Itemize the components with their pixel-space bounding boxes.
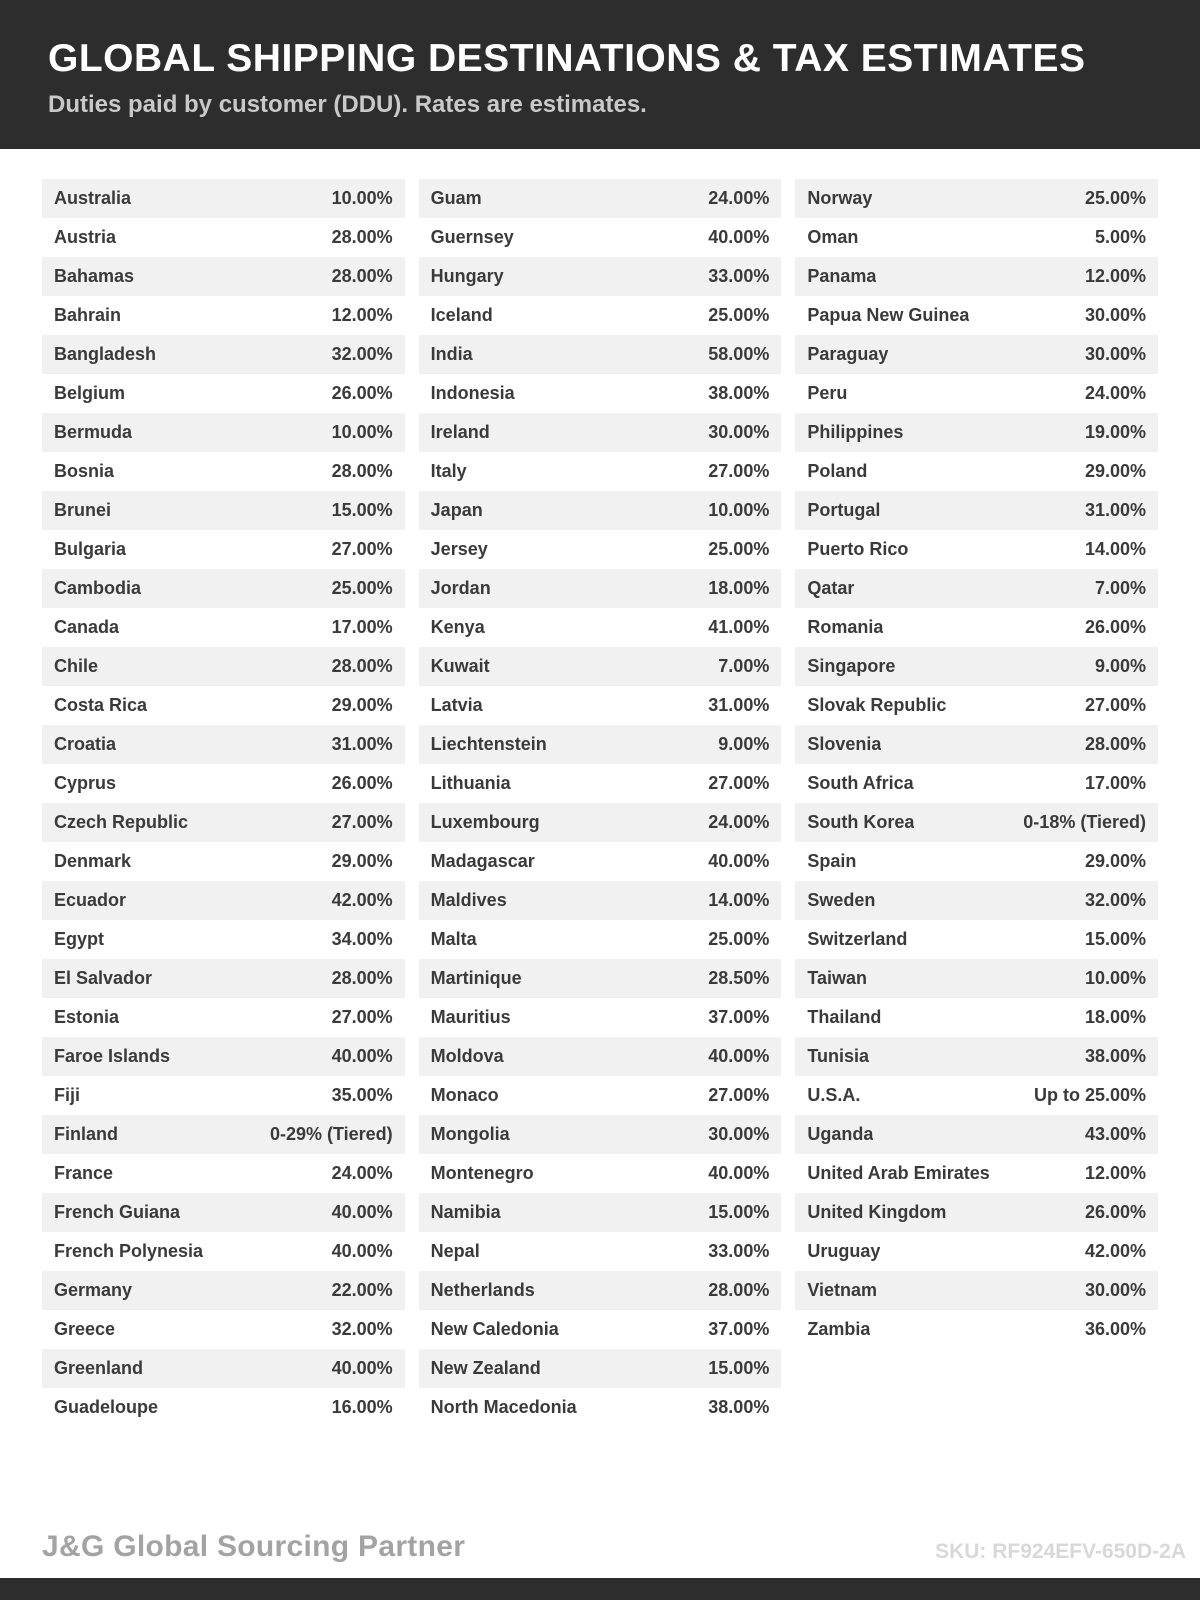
country-label: Egypt [54,928,105,949]
rate-value: 24.00% [708,811,770,832]
rate-value: 28.00% [331,967,393,988]
country-label: Martinique [430,967,522,988]
table-row [419,608,782,647]
rate-value: 9.00% [718,733,770,754]
rate-value: 40.00% [708,226,770,247]
table-row [419,413,782,452]
country-label: Japan [430,499,483,520]
country-label: Greenland [54,1357,144,1378]
rate-value: 16.00% [331,1396,393,1417]
rate-value: Up to 25.00% [1033,1084,1147,1105]
table-row [42,1232,405,1271]
rate-value: 18.00% [1084,1006,1147,1027]
rate-value: 42.00% [331,889,393,910]
table-row [419,1271,782,1310]
country-label: Monaco [430,1084,499,1105]
rate-value: 28.00% [708,1279,770,1300]
country-label: Guadeloupe [54,1396,159,1417]
country-label: Germany [54,1279,133,1300]
rate-value: 24.00% [331,1162,393,1183]
country-label: United Arab Emirates [807,1162,990,1183]
table-row [42,1271,405,1310]
rate-value: 9.00% [1094,655,1147,676]
country-label: Zambia [807,1318,871,1339]
country-label: Costa Rica [54,694,148,715]
table-row [795,1232,1158,1271]
rate-value: 40.00% [708,850,770,871]
table-row [42,1310,405,1349]
table-row [42,998,405,1037]
sku-label: SKU: RF924EFV-650D-2A [935,1540,1186,1563]
country-label: Taiwan [807,967,868,988]
table-row [795,1310,1158,1349]
table-row [42,1037,405,1076]
table-row [42,1388,405,1427]
table-row [795,491,1158,530]
table-row [42,1115,405,1154]
country-label: Namibia [430,1201,501,1222]
table-row [795,413,1158,452]
rate-value: 12.00% [1084,1162,1147,1183]
table-row [419,257,782,296]
country-label: El Salvador [54,967,153,988]
table-row [419,491,782,530]
rate-value: 29.00% [1084,460,1147,481]
rate-value: 26.00% [1084,1201,1147,1222]
table-row [419,1388,782,1427]
country-label: Canada [54,616,120,637]
country-label: Bulgaria [54,538,127,559]
rate-value: 28.00% [331,460,393,481]
country-label: Czech Republic [54,811,189,832]
rate-value: 25.00% [708,928,770,949]
rate-value: 31.00% [331,733,393,754]
rate-value: 27.00% [708,460,770,481]
country-label: Lithuania [430,772,511,793]
table-row [419,920,782,959]
rate-value: 25.00% [708,304,770,325]
country-label: French Guiana [54,1201,181,1222]
rate-value: 30.00% [708,421,770,442]
rate-value: 40.00% [708,1045,770,1066]
table-row [795,998,1158,1037]
country-label: Norway [807,187,873,208]
country-label: South Korea [807,811,915,832]
table-row [42,452,405,491]
table-row [795,803,1158,842]
country-label: Paraguay [807,343,889,364]
table-row [42,296,405,335]
table-row [419,374,782,413]
table-row [42,803,405,842]
country-label: U.S.A. [807,1084,861,1105]
country-label: Kenya [430,616,485,637]
table-row [419,842,782,881]
rate-value: 37.00% [708,1006,770,1027]
rate-value: 31.00% [708,694,770,715]
country-label: Cambodia [54,577,142,598]
country-label: Sweden [807,889,876,910]
table-row [42,881,405,920]
table-row [419,296,782,335]
rate-value: 28.00% [331,655,393,676]
page-title: GLOBAL SHIPPING DESTINATIONS & TAX ESTIMATES [48,37,1086,80]
table-row [419,764,782,803]
country-label: Latvia [430,694,483,715]
rate-value: 0-18% (Tiered) [1023,811,1147,832]
rate-value: 28.00% [331,265,393,286]
table-row [419,1310,782,1349]
table-row [795,1271,1158,1310]
country-label: Puerto Rico [807,538,909,559]
table-row [42,920,405,959]
country-label: Portugal [807,499,881,520]
table-row [42,179,405,218]
rate-value: 26.00% [1084,616,1147,637]
rate-value: 40.00% [331,1201,393,1222]
rate-value: 24.00% [1084,382,1147,403]
rate-value: 12.00% [331,304,393,325]
country-label: Iceland [430,304,493,325]
country-label: Moldova [430,1045,504,1066]
country-label: Tunisia [807,1045,870,1066]
country-label: Estonia [54,1006,120,1027]
bottom-accent-bar [0,1578,1200,1600]
rate-value: 28.00% [331,226,393,247]
table-row [795,1076,1158,1115]
rate-value: 27.00% [331,1006,393,1027]
table-row [42,569,405,608]
country-label: Switzerland [807,928,908,949]
table-row [42,686,405,725]
table-row [795,452,1158,491]
table-row [795,218,1158,257]
country-label: Bosnia [54,460,115,481]
table-row [795,647,1158,686]
table-row [42,1349,405,1388]
country-label: Croatia [54,733,117,754]
rate-value: 41.00% [708,616,770,637]
rate-value: 29.00% [1084,850,1147,871]
rate-value: 34.00% [331,928,393,949]
table-row [795,842,1158,881]
country-label: Philippines [807,421,904,442]
rate-value: 15.00% [1084,928,1147,949]
country-label: Bangladesh [54,343,157,364]
rate-value: 15.00% [708,1357,770,1378]
rate-value: 32.00% [331,343,393,364]
rate-value: 38.00% [708,1396,770,1417]
country-label: Slovak Republic [807,694,947,715]
country-label: Italy [430,460,467,481]
rate-value: 25.00% [331,577,393,598]
rates-column-2 [419,179,782,1427]
country-label: Jordan [430,577,491,598]
rate-value: 14.00% [708,889,770,910]
rate-value: 30.00% [1084,304,1147,325]
country-label: Austria [54,226,117,247]
table-row [795,920,1158,959]
country-label: Netherlands [430,1279,535,1300]
rate-value: 32.00% [331,1318,393,1339]
table-row [795,530,1158,569]
country-label: New Caledonia [430,1318,559,1339]
table-row [795,296,1158,335]
country-label: Hungary [430,265,504,286]
table-row [795,608,1158,647]
table-row [795,257,1158,296]
rate-value: 42.00% [1084,1240,1147,1261]
rate-value: 38.00% [1084,1045,1147,1066]
country-label: Denmark [54,850,132,871]
table-row [795,686,1158,725]
rate-value: 31.00% [1084,499,1147,520]
table-row [419,569,782,608]
rate-value: 18.00% [708,577,770,598]
country-label: Chile [54,655,99,676]
table-row [42,218,405,257]
country-label: Spain [807,850,857,871]
country-label: Indonesia [430,382,515,403]
table-row [419,335,782,374]
rate-value: 38.00% [708,382,770,403]
rate-value: 30.00% [1084,343,1147,364]
page-subtitle: Duties paid by customer (DDU). Rates are estimates. [48,90,647,118]
rate-value: 10.00% [708,499,770,520]
country-label: Brunei [54,499,112,520]
rate-value: 27.00% [331,811,393,832]
rate-value: 26.00% [331,772,393,793]
rate-value: 27.00% [1084,694,1147,715]
country-label: Cyprus [54,772,117,793]
country-label: Qatar [807,577,855,598]
rate-value: 43.00% [1084,1123,1147,1144]
country-label: Nepal [430,1240,480,1261]
country-label: Mauritius [430,1006,511,1027]
table-row [42,647,405,686]
table-row [419,725,782,764]
country-label: Kuwait [430,655,490,676]
country-label: French Polynesia [54,1240,204,1261]
rate-value: 5.00% [1094,226,1147,247]
table-row [795,881,1158,920]
country-label: Montenegro [430,1162,534,1183]
table-row [795,959,1158,998]
rate-value: 10.00% [331,187,393,208]
rates-column-3 [795,179,1158,1349]
rate-value: 24.00% [708,187,770,208]
rate-value: 25.00% [1084,187,1147,208]
country-label: North Macedonia [430,1396,577,1417]
table-row [42,764,405,803]
table-row [419,881,782,920]
country-label: Thailand [807,1006,882,1027]
country-label: Bahamas [54,265,135,286]
rate-value: 36.00% [1084,1318,1147,1339]
rate-value: 29.00% [331,694,393,715]
table-row [419,959,782,998]
rate-value: 14.00% [1084,538,1147,559]
table-row [795,335,1158,374]
table-row [419,1154,782,1193]
rate-value: 37.00% [708,1318,770,1339]
table-row [42,1076,405,1115]
rate-value: 19.00% [1084,421,1147,442]
table-row [42,530,405,569]
table-row [795,764,1158,803]
country-label: Papua New Guinea [807,304,970,325]
rate-value: 33.00% [708,265,770,286]
country-label: Ecuador [54,889,127,910]
table-row [795,1154,1158,1193]
table-row [42,413,405,452]
country-label: Panama [807,265,877,286]
rate-value: 27.00% [708,772,770,793]
rate-value: 27.00% [331,538,393,559]
country-label: Poland [807,460,868,481]
table-row [419,1232,782,1271]
page-header [0,0,1200,149]
rate-value: 33.00% [708,1240,770,1261]
rate-value: 22.00% [331,1279,393,1300]
country-label: Ireland [430,421,490,442]
rate-value: 10.00% [331,421,393,442]
rates-column-1 [42,179,405,1427]
country-label: Maldives [430,889,507,910]
table-row [419,1115,782,1154]
rate-value: 40.00% [331,1357,393,1378]
country-label: Guam [430,187,482,208]
rate-value: 27.00% [708,1084,770,1105]
rate-value: 7.00% [718,655,770,676]
rate-value: 35.00% [331,1084,393,1105]
rate-value: 40.00% [708,1162,770,1183]
brand-name: J&G Global Sourcing Partner [42,1530,466,1563]
country-label: Fiji [54,1084,80,1105]
table-row [42,1193,405,1232]
rate-value: 26.00% [331,382,393,403]
rates-table [0,149,1200,1427]
country-label: Finland [54,1123,118,1144]
country-label: United Kingdom [807,1201,947,1222]
table-row [419,647,782,686]
rate-value: 25.00% [708,538,770,559]
country-label: India [430,343,473,364]
rate-value: 0-29% (Tiered) [269,1123,393,1144]
rate-value: 7.00% [1094,577,1147,598]
rate-value: 58.00% [708,343,770,364]
country-label: Guernsey [430,226,514,247]
table-row [42,608,405,647]
table-row [795,1037,1158,1076]
rate-value: 15.00% [708,1201,770,1222]
table-row [795,374,1158,413]
table-row [42,374,405,413]
country-label: Australia [54,187,132,208]
table-row [795,569,1158,608]
rate-value: 17.00% [1084,772,1147,793]
country-label: Malta [430,928,477,949]
table-row [795,179,1158,218]
table-row [419,1037,782,1076]
table-row [42,842,405,881]
table-row [795,725,1158,764]
country-label: Oman [807,226,859,247]
table-row [42,959,405,998]
page-footer [0,1530,1200,1600]
table-row [42,257,405,296]
country-label: Luxembourg [430,811,540,832]
table-row [419,218,782,257]
table-row [795,1115,1158,1154]
country-label: Bermuda [54,421,133,442]
country-label: Uganda [807,1123,874,1144]
table-row [42,1154,405,1193]
table-row [42,725,405,764]
country-label: Uruguay [807,1240,881,1261]
table-row [419,1349,782,1388]
table-row [419,530,782,569]
country-label: Vietnam [807,1279,878,1300]
rate-value: 17.00% [331,616,393,637]
rate-value: 40.00% [331,1240,393,1261]
table-row [419,179,782,218]
rate-value: 30.00% [708,1123,770,1144]
country-label: Madagascar [430,850,535,871]
rate-value: 15.00% [331,499,393,520]
rate-value: 40.00% [331,1045,393,1066]
table-row [419,452,782,491]
country-label: Liechtenstein [430,733,547,754]
table-row [42,491,405,530]
rate-value: 28.50% [708,967,770,988]
country-label: Bahrain [54,304,122,325]
table-row [419,803,782,842]
country-label: Romania [807,616,884,637]
country-label: France [54,1162,114,1183]
rate-value: 29.00% [331,850,393,871]
country-label: Belgium [54,382,126,403]
country-label: Singapore [807,655,896,676]
rate-value: 30.00% [1084,1279,1147,1300]
country-label: Mongolia [430,1123,510,1144]
table-row [419,686,782,725]
rate-value: 32.00% [1084,889,1147,910]
table-row [419,1076,782,1115]
rate-value: 10.00% [1084,967,1147,988]
table-row [419,998,782,1037]
country-label: Faroe Islands [54,1045,171,1066]
rate-value: 12.00% [1084,265,1147,286]
country-label: South Africa [807,772,914,793]
country-label: Jersey [430,538,488,559]
table-row [419,1193,782,1232]
country-label: Peru [807,382,848,403]
country-label: Slovenia [807,733,882,754]
rate-value: 28.00% [1084,733,1147,754]
country-label: Greece [54,1318,116,1339]
table-row [42,335,405,374]
table-row [795,1193,1158,1232]
country-label: New Zealand [430,1357,541,1378]
